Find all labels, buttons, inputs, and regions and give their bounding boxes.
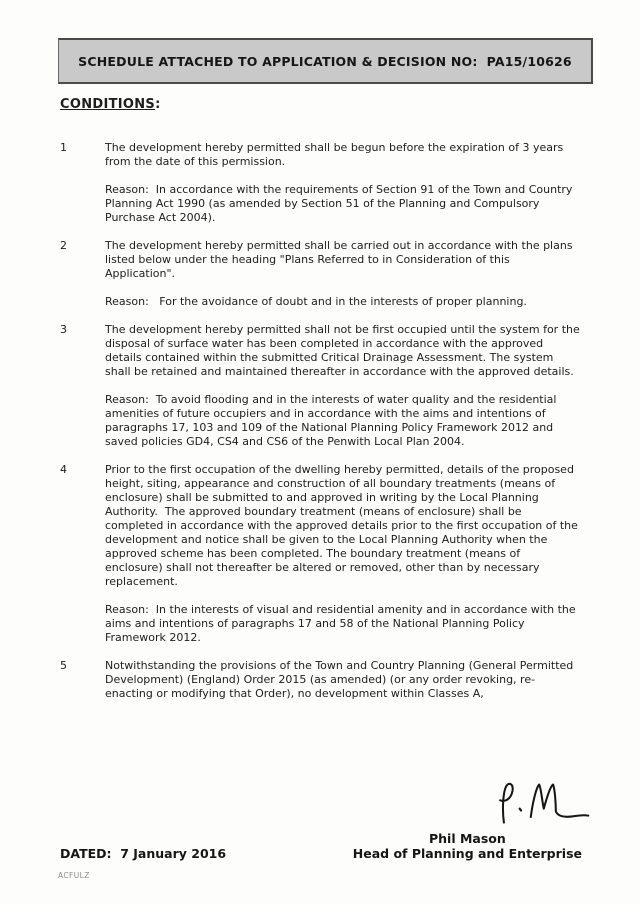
condition-number: 3	[60, 323, 67, 336]
condition-body	[105, 323, 584, 463]
condition-reason: Reason: For the avoidance of doubt and in the interests of proper planning.	[105, 295, 527, 308]
conditions-heading	[60, 97, 161, 112]
conditions-heading-text: CONDITIONS	[60, 97, 156, 112]
condition-number: 1	[60, 141, 67, 154]
condition-reason: Reason: In the interests of visual and residential amenity and in accordance with the aims and intentions of paragraphs 17 and 58 of the National Planning Policy Framework 2012.	[105, 603, 580, 644]
reference-code: ACFULZ	[58, 871, 90, 880]
condition-item	[60, 659, 580, 715]
conditions-list	[60, 141, 584, 715]
condition-number: 4	[60, 463, 67, 476]
condition-reason: Reason: In accordance with the requirements of Section 91 of the Town and Country Planning Act 1990 (as amended by Section 51 of the Planning and Compulsory Purchase Act 2004).	[105, 183, 576, 224]
condition-item	[60, 239, 580, 323]
condition-text: The development hereby permitted shall be begun before the expiration of 3 years from the date of this permission.	[105, 141, 567, 168]
condition-item	[60, 141, 580, 239]
condition-text: The development hereby permitted shall not be first occupied until the system for the disposal of surface water has been completed in accordance with the approved details contained within the submitted Critical Drainage Assessment. The system shall be retained and maintained thereafter in accordance with the approved details.	[105, 323, 584, 378]
condition-body	[105, 239, 580, 323]
condition-text: Notwithstanding the provisions of the Town and Country Planning (General Permitted Development) (England) Order 2015 (as amended) (or any order revoking, re-enacting or modifying that Order), no development within Classes A,	[105, 659, 577, 700]
signatory-block	[353, 831, 582, 861]
condition-text: Prior to the first occupation of the dwelling hereby permitted, details of the proposed height, siting, appearance and construction of all boundary treatments (means of enclosure) shall be submitted to and approved in writing by the Local Planning Authority. The approved boundary treatment (means of enclosure) shall be completed in accordance with the approved details prior to the first occupation of the development and notice shall be given to the Local Planning Authority when the approved scheme has been completed. The boundary treatment (means of enclosure) shall not thereafter be altered or removed, other than by necessary replacement.	[105, 463, 582, 588]
condition-reason: Reason: To avoid flooding and in the interests of water quality and the residential amenities of future occupiers and in accordance with the aims and intentions of paragraphs 17, 103 and 109 of the National Planning Policy Framework 2012 and saved policies GD4, CS4 and CS6 of the Penwith Local Plan 2004.	[105, 393, 560, 448]
condition-body	[105, 659, 580, 715]
condition-item	[60, 463, 580, 659]
condition-text: The development hereby permitted shall be carried out in accordance with the plans listed below under the heading "Plans Referred to in Consideration of this Application".	[105, 239, 577, 280]
conditions-heading-colon: :	[155, 97, 161, 112]
condition-body	[105, 463, 580, 659]
signature-image	[490, 779, 592, 829]
schedule-header-box	[58, 38, 593, 84]
condition-number: 2	[60, 239, 67, 252]
condition-body	[105, 141, 580, 239]
dated-label: DATED: 7 January 2016	[60, 846, 227, 861]
signatory-name: Phil Mason	[428, 831, 506, 846]
condition-item	[60, 323, 584, 463]
signatory-title: Head of Planning and Enterprise	[352, 846, 582, 861]
schedule-header-title: SCHEDULE ATTACHED TO APPLICATION & DECISION NO: PA15/10626	[78, 53, 572, 69]
condition-number: 5	[60, 659, 67, 672]
